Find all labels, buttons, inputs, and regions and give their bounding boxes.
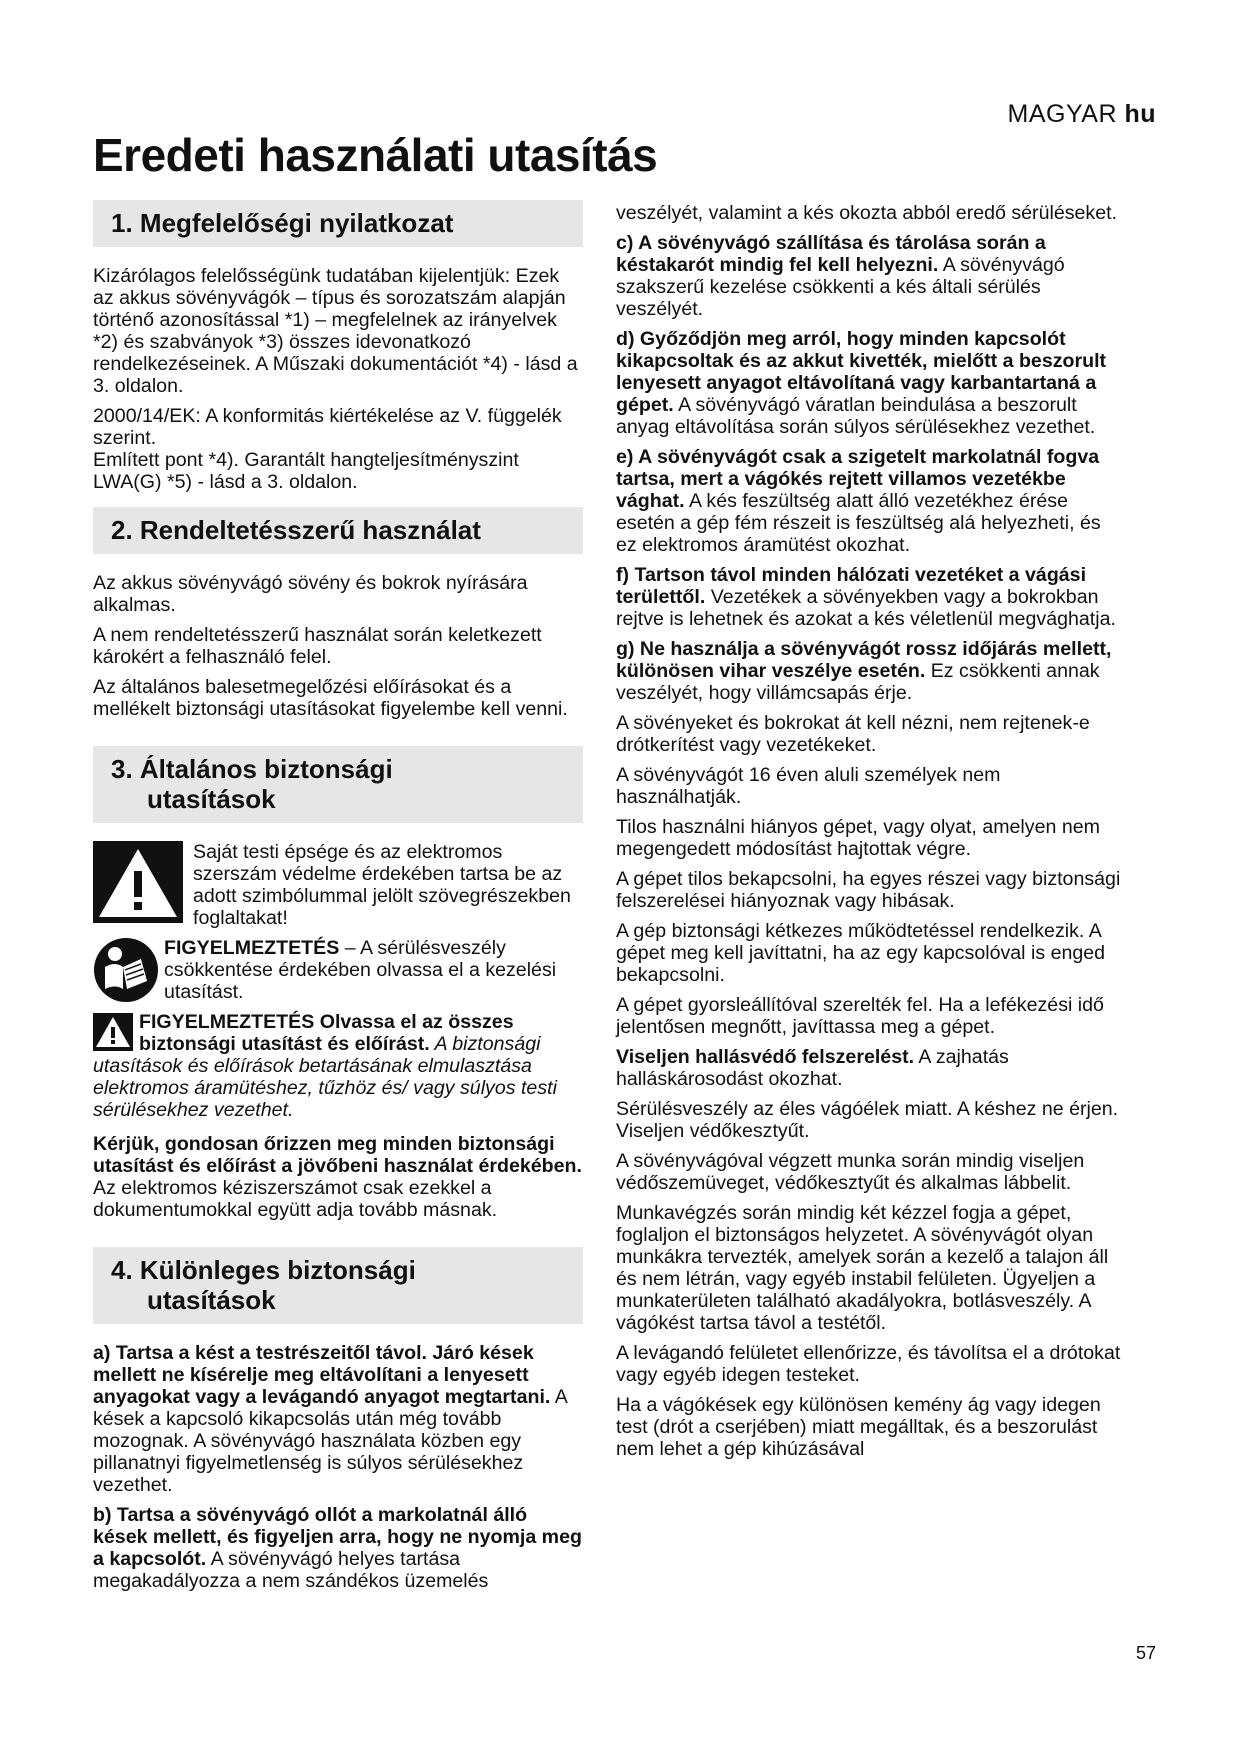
instruction-d <box>616 328 1124 438</box>
instruction-g-text: Ez csökkenti annak veszélyét, hogy villámcsapás érje. <box>616 660 1100 704</box>
language-label <box>1008 100 1157 129</box>
right-paragraph: A levágandó felületet ellenőrizze, és távolítsa el a drótokat vagy egyéb idegen testeket. <box>616 1342 1121 1386</box>
section-1-paragraph: Említett pont *4). Garantált hangteljesítményszint LWA(G) *5) - lásd a 3. oldalon. <box>93 449 519 493</box>
section-1-paragraph: Kizárólagos felelősségünk tudatában kijelentjük: Ezek az akkus sövényvágók – típus és sorozatszám alapján történő azonosítással *1) – megfelelnek az irányelvek *2) és szabványok *3) összes idevonatkozó rendelkezéseinek. A Műszaki dokumentációt *4) - lásd a 3. oldalon. <box>93 265 578 397</box>
instruction-a-bold: a) Tartsa a kést a testrészeitől távol. Járó kések mellett ne kísérelje meg eltávolítani a lenyesett anyagokat vagy a levágandó anyagot megtartani. <box>93 1342 551 1408</box>
instruction-c <box>616 232 1124 320</box>
right-column <box>616 202 1124 1468</box>
keep-instructions-text: Az elektromos kéziszerszámot csak ezekkel a dokumentumokkal együtt adja tovább másnak. <box>93 1177 498 1221</box>
page-number: 57 <box>1135 1643 1156 1663</box>
read-manual-icon <box>93 937 159 1003</box>
right-paragraph: A sövényeket és bokrokat át kell nézni, nem rejtenek-e drótkerítést vagy vezetékeket. <box>616 712 1090 756</box>
right-paragraph: A gép biztonsági kétkezes működtetéssel rendelkezik. A gépet meg kell javíttatni, ha az egy kapcsolóval is enged bekapcsolni. <box>616 920 1106 986</box>
keep-instructions <box>93 1133 583 1221</box>
instruction-d-text: A sövényvágó váratlan beindulása a beszorult anyag eltávolítása során súlyos sérülésekhez vezethet. <box>616 394 1096 438</box>
instruction-a-text: A kések a kapcsoló kikapcsolás után még tovább mozognak. A sövényvágó használata közben egy pillanatnyi figyelmetlenség is súlyos sérülésekhez vezethet. <box>93 1386 567 1496</box>
general-warning-italic: A biztonsági utasítások és előírások betartásának elmulasztása elektromos áramütéshez, tűzhöz és/ vagy súlyos testi sérülésekhez vezethet. <box>93 1033 557 1121</box>
hearing-protection-bold: Viseljen hallásvédő felszerelést. <box>616 1046 915 1068</box>
instruction-f-text: Vezetékek a sövényekben vagy a bokrokban rejtve is lehetnek és azokat a kés véletlenül megvághatja. <box>616 586 1116 630</box>
general-warning-bold: FIGYELMEZTETÉS Olvassa el az összes biztonsági utasítást és előírást. <box>139 1011 514 1055</box>
instruction-g <box>616 638 1124 704</box>
section-4-heading <box>93 1247 583 1324</box>
section-2-paragraph: Az általános balesetmegelőzési előírásokat és a mellékelt biztonsági utasításokat figyelembe kell venni. <box>93 676 568 720</box>
right-paragraph: A gépet gyorsleállítóval szerelték fel. Ha a lefékezési idő jelentősen megnőtt, javíttassa meg a gépet. <box>616 994 1104 1038</box>
section-2-paragraph: A nem rendeltetésszerű használat során keletkezett károkért a felhasználó felel. <box>93 624 542 668</box>
section-3-heading-line1: 3. Általános biztonsági <box>111 754 393 784</box>
right-paragraph: Sérülésveszély az éles vágóélek miatt. A késhez ne érjen. Viseljen védőkesztyűt. <box>616 1098 1119 1142</box>
instruction-b <box>93 1504 583 1592</box>
instruction-c-bold: c) A sövényvágó szállítása és tárolása során a késtakarót mindig fel kell helyezni. <box>616 232 1046 276</box>
section-3-heading <box>93 746 583 823</box>
section-1-paragraph: 2000/14/EK: A konformitás kiértékelése az V. függelék szerint. <box>93 405 562 449</box>
section-4-heading-line2: utasítások <box>147 1285 276 1315</box>
section-4-heading-line1: 4. Különleges biztonsági <box>111 1255 416 1285</box>
right-paragraph: A sövényvágóval végzett munka során mindig viseljen védőszemüveget, védőkesztyűt és alkalmas lábbelit. <box>616 1150 1085 1194</box>
instruction-e-text: A kés feszültség alatt álló vezetékhez érése esetén a gép fém részeit is feszültség alá helyezheti, és ez elektromos áramütést okozhat. <box>616 490 1101 556</box>
left-column <box>93 200 583 1600</box>
page-title: Eredeti használati utasítás <box>93 129 658 181</box>
right-paragraph: A sövényvágót 16 éven aluli személyek nem használhatják. <box>616 764 1001 808</box>
keep-instructions-bold: Kérjük, gondosan őrizzen meg minden biztonsági utasítást és előírást a jövőbeni használat érdekében. <box>93 1133 582 1177</box>
hearing-protection-text: A zajhatás halláskárosodást okozhat. <box>616 1046 1009 1090</box>
warning-small-icon <box>93 1013 133 1051</box>
general-warning <box>93 1011 583 1121</box>
language-name: MAGYAR <box>1007 100 1117 128</box>
instruction-d-bold: d) Győződjön meg arról, hogy minden kapcsolót kikapcsoltak és az akkut kivették, mielőtt a beszorult lenyesett anyagot eltávolítaná vagy karbantartaná a gépet. <box>616 328 1107 416</box>
section-2-heading: 2. Rendeltetésszerű használat <box>93 507 583 554</box>
instruction-f <box>616 564 1124 630</box>
warning-symbol-text: Saját testi épsége és az elektromos szerszám védelme érdekében tartsa be az adott szimbólummal jelölt szövegrészekben foglaltakat! <box>193 841 571 929</box>
instruction-b-bold: b) Tartsa a sövényvágó ollót a markolatnál álló kések mellett, és figyeljen arra, hogy ne nyomja meg a kapcsolót. <box>93 1504 582 1570</box>
instruction-c-text: A sövényvágó szakszerű kezelése csökkenti a kés általi sérülés veszélyét. <box>616 254 1065 320</box>
language-code: hu <box>1124 100 1156 128</box>
read-manual-text: – A sérülésveszély csökkentése érdekében olvassa el a kezelési utasítást. <box>164 937 557 1003</box>
section-2-paragraph: Az akkus sövényvágó sövény és bokrok nyírására alkalmas. <box>93 572 528 616</box>
hearing-protection <box>616 1046 1124 1090</box>
instruction-e <box>616 446 1124 556</box>
read-manual-note <box>93 937 583 1003</box>
instruction-e-bold: e) A sövényvágót csak a szigetelt markolatnál fogva tartsa, mert a vágókés rejtett villamos vezetékbe vághat. <box>616 446 1100 512</box>
section-3-heading-line2: utasítások <box>147 784 276 814</box>
right-paragraph: Ha a vágókések egy különösen kemény ág vagy idegen test (drót a cserjében) miatt megálltak, és a beszorulást nem lehet a gép kihúzásával <box>616 1394 1101 1460</box>
instruction-f-bold: f) Tartson távol minden hálózati vezetéket a vágási területtől. <box>616 564 1087 608</box>
continued-text: veszélyét, valamint a kés okozta abból eredő sérüléseket. <box>616 202 1117 224</box>
right-paragraph: Munkavégzés során mindig két kézzel fogja a gépet, foglaljon el biztonságos helyzetet. A sövényvágót olyan munkákra tervezték, amelyek során a kezelő a talajon áll és nem létrán, vagy egyéb instabil felületen. Ügyeljen a munkaterületen található akadályokra, botlásveszély. A vágókést tartsa távol a testétől. <box>616 1202 1109 1334</box>
instruction-b-text: A sövényvágó helyes tartása megakadályozza a nem szándékos üzemelés <box>93 1548 489 1592</box>
instruction-a <box>93 1342 583 1496</box>
instruction-g-bold: g) Ne használja a sövényvágót rossz időjárás mellett, különösen vihar veszélye esetén. <box>616 638 1112 682</box>
right-paragraph: Tilos használni hiányos gépet, vagy olyat, amelyen nem megengedett módosítást hajtottak végre. <box>616 816 1100 860</box>
warning-symbol-note <box>93 841 583 929</box>
section-1-heading: 1. Megfelelőségi nyilatkozat <box>93 200 583 247</box>
right-paragraph: A gépet tilos bekapcsolni, ha egyes részei vagy biztonsági felszerelései hiányoznak vagy hibásak. <box>616 868 1121 912</box>
read-manual-bold: FIGYELMEZTETÉS <box>164 937 340 959</box>
warning-triangle-icon <box>93 841 183 923</box>
